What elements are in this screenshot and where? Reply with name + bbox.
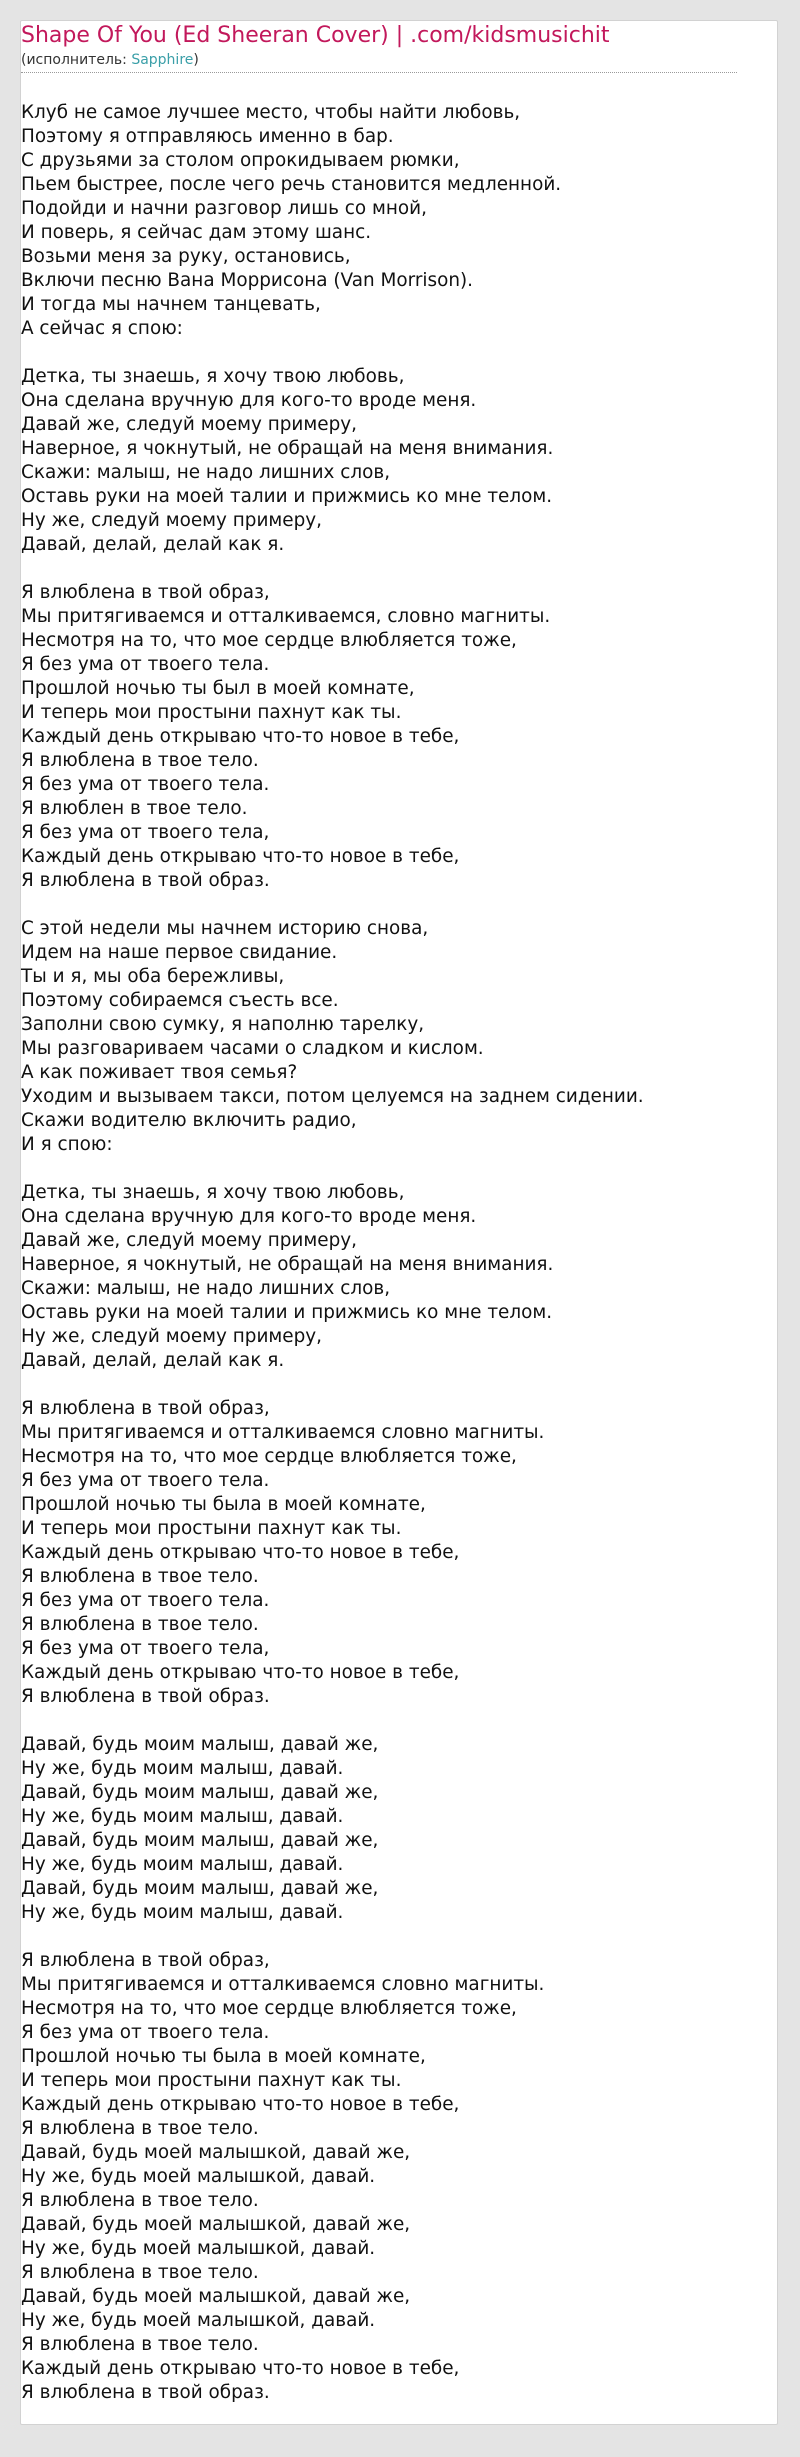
lyrics-line: Давай, делай, делай как я. [21, 1350, 285, 1371]
lyrics-line: Ну же, будь моей малышкой, давай. [21, 2310, 376, 2331]
lyrics-stanza [21, 917, 737, 1157]
lyrics-line: Мы притягиваемся и отталкиваемся словно магниты. [21, 1422, 545, 1443]
lyrics-line: И тогда мы начнем танцевать, [21, 294, 321, 315]
lyrics-line: Я влюблена в твой образ, [21, 1398, 270, 1419]
lyrics-line: Мы притягиваемся и отталкиваемся словно магниты. [21, 1974, 545, 1995]
lyrics-line: Давай, будь моим малыш, давай же, [21, 1878, 379, 1899]
lyrics-line: Поэтому я отправляюсь именно в бар. [21, 126, 394, 147]
lyrics-line: Клуб не самое лучшее место, чтобы найти любовь, [21, 102, 521, 123]
lyrics-line: Я влюблена в твое тело. [21, 750, 259, 771]
lyrics-line: Я без ума от твоего тела. [21, 2022, 270, 2043]
lyrics-line: Она сделана вручную для кого-то вроде меня. [21, 1206, 477, 1227]
lyrics-line: Ну же, будь моим малыш, давай. [21, 1854, 344, 1875]
lyrics-line: Давай, будь моим малыш, давай же, [21, 1734, 379, 1755]
lyrics-line: И поверь, я сейчас дам этому шанс. [21, 222, 372, 243]
lyrics-text [21, 101, 737, 2429]
lyrics-line: Я влюблена в твой образ. [21, 1686, 270, 1707]
lyrics-line: Скажи: малыш, не надо лишних слов, [21, 462, 391, 483]
lyrics-line: Каждый день открываю что-то новое в тебе, [21, 726, 460, 747]
lyrics-line: Я влюблена в твой образ, [21, 1950, 270, 1971]
lyrics-line: Детка, ты знаешь, я хочу твою любовь, [21, 1182, 405, 1203]
lyrics-line: Я влюблена в твое тело. [21, 2118, 259, 2139]
lyrics-line: Я без ума от твоего тела. [21, 774, 270, 795]
lyrics-line: Ну же, будь моей малышкой, давай. [21, 2166, 376, 2187]
lyrics-line: Я влюблена в твой образ, [21, 582, 270, 603]
lyrics-line: Прошлой ночью ты был в моей комнате, [21, 678, 415, 699]
lyrics-line: Детка, ты знаешь, я хочу твою любовь, [21, 366, 405, 387]
lyrics-line: Оставь руки на моей талии и прижмись ко мне телом. [21, 1302, 553, 1323]
artist-suffix: ) [193, 52, 199, 68]
lyrics-line: А как поживает твоя семья? [21, 1062, 298, 1083]
lyrics-line: Я влюблен в твое тело. [21, 798, 248, 819]
lyrics-stanza [21, 365, 737, 557]
lyrics-line: Идем на наше первое свидание. [21, 942, 338, 963]
lyrics-line: А сейчас я спою: [21, 318, 183, 339]
lyrics-line: Ну же, будь моей малышкой, давай. [21, 2238, 376, 2259]
lyrics-line: Ты и я, мы оба бережливы, [21, 966, 285, 987]
lyrics-line: Давай же, следуй моему примеру, [21, 414, 357, 435]
lyrics-line: Включи песню Вана Моррисона (Van Morrison). [21, 270, 474, 291]
lyrics-line: Она сделана вручную для кого-то вроде меня. [21, 390, 477, 411]
lyrics-stanza [21, 101, 737, 341]
lyrics-line: С друзьями за столом опрокидываем рюмки, [21, 150, 460, 171]
lyrics-line: Я влюблена в твое тело. [21, 1614, 259, 1635]
lyrics-line: И я спою: [21, 1134, 113, 1155]
lyrics-line: Возьми меня за руку, остановись, [21, 246, 351, 267]
lyrics-line: Я без ума от твоего тела. [21, 1590, 270, 1611]
lyrics-line: Я влюблена в твое тело. [21, 2190, 259, 2211]
lyrics-line: Я влюблена в твой образ. [21, 870, 270, 891]
lyrics-line: Несмотря на то, что мое сердце влюбляется тоже, [21, 1446, 517, 1467]
artist-link[interactable]: Sapphire [131, 52, 194, 68]
lyrics-stanza [21, 1397, 737, 1709]
lyrics-line: Мы разговариваем часами о сладком и кислом. [21, 1038, 484, 1059]
lyrics-stanza [21, 1949, 737, 2405]
lyrics-line: Поэтому собираемся съесть все. [21, 990, 339, 1011]
artist-label: (исполнитель: [21, 52, 132, 68]
song-header [21, 21, 737, 73]
lyrics-line: Ну же, следуй моему примеру, [21, 1326, 322, 1347]
lyrics-stanza [21, 1733, 737, 1925]
lyrics-line: Давай, будь моей малышкой, давай же, [21, 2142, 411, 2163]
lyrics-line: С этой недели мы начнем историю снова, [21, 918, 429, 939]
artist-line [21, 51, 737, 69]
lyrics-line: Каждый день открываю что-то новое в тебе, [21, 2094, 460, 2115]
lyrics-line: Я без ума от твоего тела. [21, 654, 270, 675]
lyrics-line: Несмотря на то, что мое сердце влюбляется тоже, [21, 1998, 517, 2019]
lyrics-line: Я влюблена в твое тело. [21, 1566, 259, 1587]
lyrics-line: Я влюблена в твое тело. [21, 2334, 259, 2355]
lyrics-line: Каждый день открываю что-то новое в тебе, [21, 1542, 460, 1563]
lyrics-line: Ну же, будь моим малыш, давай. [21, 1758, 344, 1779]
lyrics-line: Ну же, будь моим малыш, давай. [21, 1902, 344, 1923]
lyrics-line: Давай же, следуй моему примеру, [21, 1230, 357, 1251]
lyrics-line: Ну же, следуй моему примеру, [21, 510, 322, 531]
lyrics-line: Каждый день открываю что-то новое в тебе, [21, 2358, 460, 2379]
lyrics-line: И теперь мои простыни пахнут как ты. [21, 1518, 402, 1539]
lyrics-line: Я влюблена в твой образ. [21, 2382, 270, 2403]
lyrics-line: Скажи: малыш, не надо лишних слов, [21, 1278, 391, 1299]
lyrics-line: Скажи водителю включить радио, [21, 1110, 357, 1131]
lyrics-line: Несмотря на то, что мое сердце влюбляется тоже, [21, 630, 517, 651]
lyrics-line: Давай, будь моей малышкой, давай же, [21, 2214, 411, 2235]
lyrics-line: Каждый день открываю что-то новое в тебе, [21, 1662, 460, 1683]
lyrics-line: Я без ума от твоего тела, [21, 822, 270, 843]
lyrics-line: Уходим и вызываем такси, потом целуемся на заднем сидении. [21, 1086, 644, 1107]
lyrics-line: Наверное, я чокнутый, не обращай на меня внимания. [21, 1254, 554, 1275]
lyrics-line: И теперь мои простыни пахнут как ты. [21, 2070, 402, 2091]
lyrics-line: Подойди и начни разговор лишь со мной, [21, 198, 427, 219]
lyrics-line: Прошлой ночью ты была в моей комнате, [21, 2046, 426, 2067]
lyrics-line: Я без ума от твоего тела, [21, 1638, 270, 1659]
lyrics-stanza [21, 581, 737, 893]
lyrics-line: Наверное, я чокнутый, не обращай на меня внимания. [21, 438, 554, 459]
lyrics-line: Пьем быстрее, после чего речь становится медленной. [21, 174, 562, 195]
lyrics-line: Давай, будь моим малыш, давай же, [21, 1830, 379, 1851]
lyrics-line: Оставь руки на моей талии и прижмись ко мне телом. [21, 486, 553, 507]
lyrics-line: Давай, будь моей малышкой, давай же, [21, 2286, 411, 2307]
lyrics-line: И теперь мои простыни пахнут как ты. [21, 702, 402, 723]
lyrics-stanza [21, 1181, 737, 1373]
lyrics-line: Прошлой ночью ты была в моей комнате, [21, 1494, 426, 1515]
lyrics-line: Каждый день открываю что-то новое в тебе, [21, 846, 460, 867]
lyrics-line: Давай, делай, делай как я. [21, 534, 285, 555]
lyrics-line: Ну же, будь моим малыш, давай. [21, 1806, 344, 1827]
lyrics-line: Я без ума от твоего тела. [21, 1470, 270, 1491]
lyrics-line: Заполни свою сумку, я наполню тарелку, [21, 1014, 425, 1035]
page-title: Shape Of You (Ed Sheeran Cover) | .com/kidsmusichit [21, 23, 610, 48]
lyrics-line: Давай, будь моим малыш, давай же, [21, 1782, 379, 1803]
lyrics-line: Я влюблена в твое тело. [21, 2262, 259, 2283]
lyrics-line: Мы притягиваемся и отталкиваемся, словно магниты. [21, 606, 551, 627]
header-divider [21, 72, 737, 73]
